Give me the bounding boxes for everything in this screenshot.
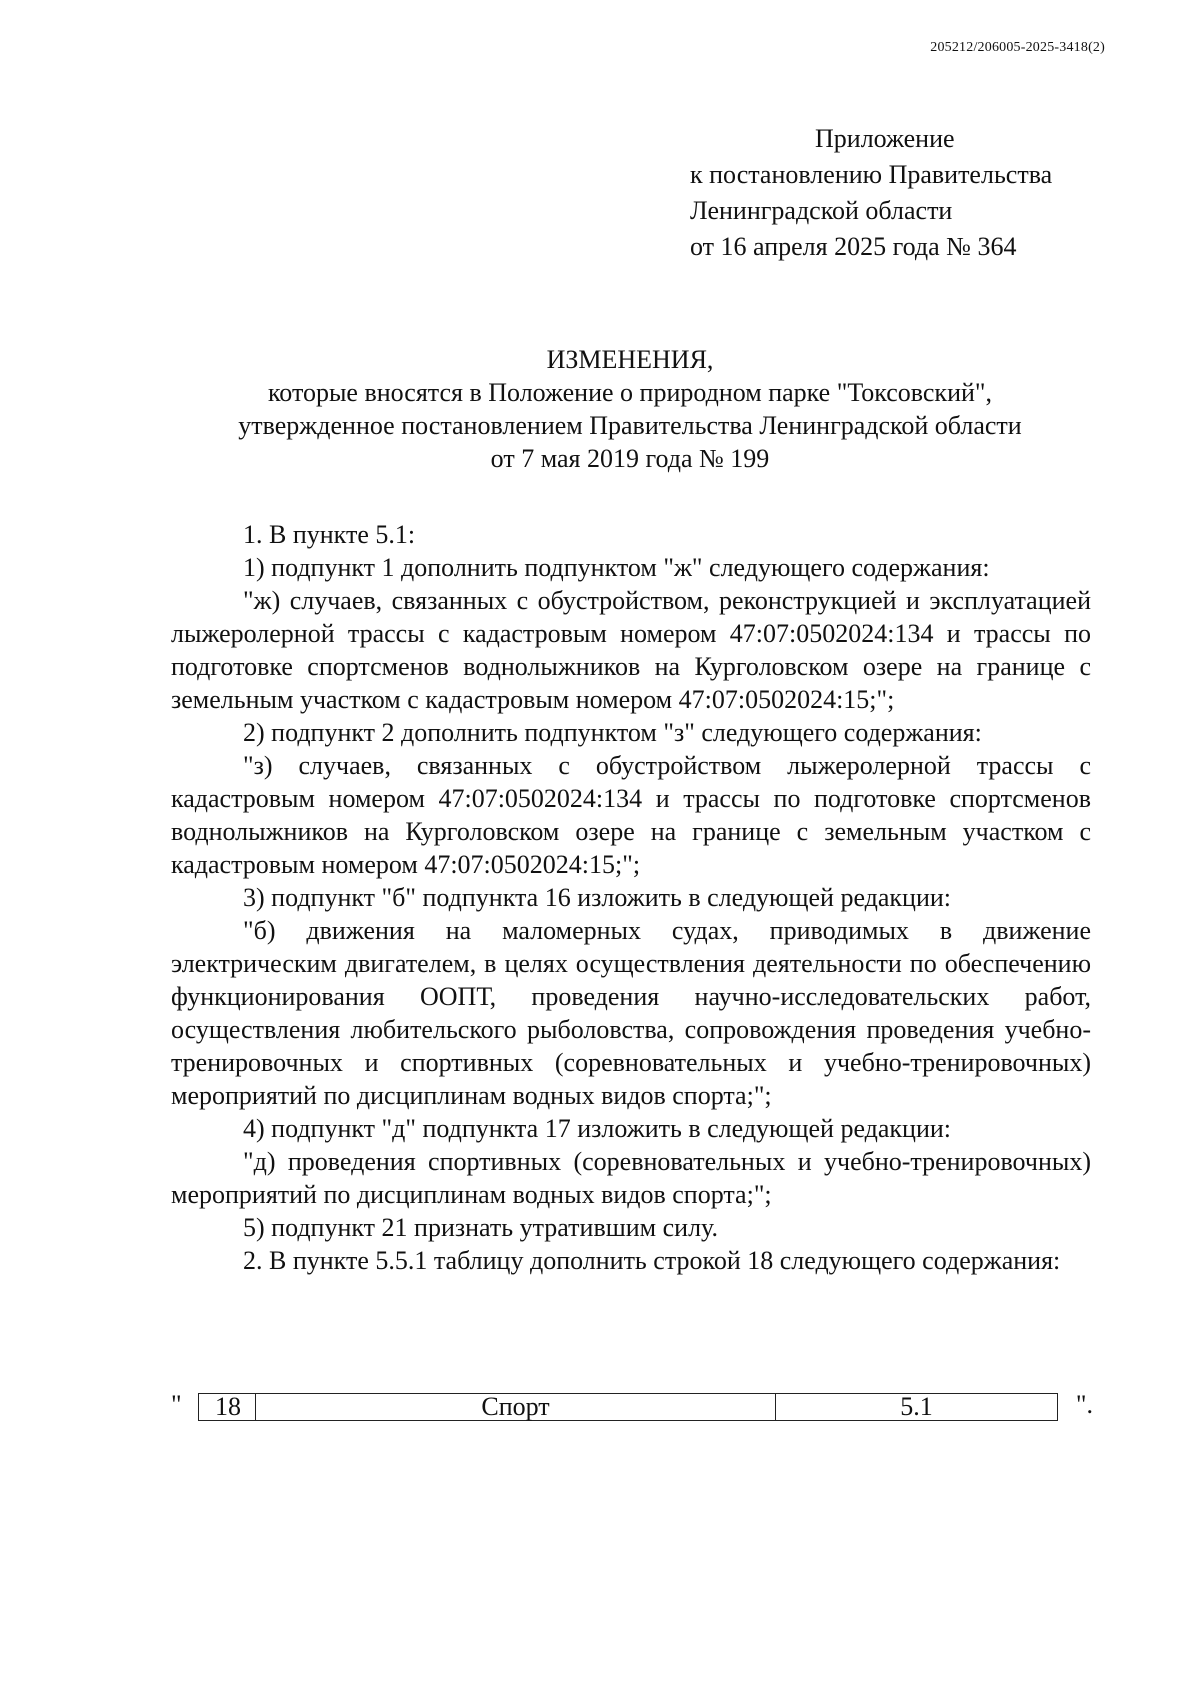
table-amendment-row [171,1388,1093,1428]
appendix-line-region: Ленинградской области [690,196,953,225]
paragraph-text-d: "д) проведения спортивных (соревновательных и учебно-тренировочных) мероприятий по дисциплинам водных видов спорта;"; [171,1147,1091,1209]
table-cell-code: 5.1 [900,1392,933,1421]
heading-line-3: от 7 мая 2019 года № 199 [490,444,770,473]
table-row [198,1393,1058,1421]
appendix-block [690,121,1052,265]
paragraph-subitem-2: 2) подпункт 2 дополнить подпунктом "з" следующего содержания: [243,718,982,747]
paragraph-subitem-1: 1) подпункт 1 дополнить подпунктом "ж" следующего содержания: [243,553,990,582]
paragraph-subitem-5: 5) подпункт 21 признать утратившим силу. [243,1213,718,1242]
paragraph-subitem-4: 4) подпункт "д" подпункта 17 изложить в следующей редакции: [243,1114,952,1143]
document-heading [170,343,1090,475]
paragraph-item-1: 1. В пункте 5.1: [243,520,416,549]
table-open-quote: " [171,1390,182,1419]
document-body [171,518,1091,1277]
paragraph-text-b: "б) движения на маломерных судах, приводимых в движение электрическим двигателем, в целях осуществления деятельности по обеспечению функционирования ООПТ, проведения научно-исследовательских работ, осуществления любительского рыболовства, сопровождения проведения учебно-тренировочных и спортивных (соревновательных и учебно-тренировочных) мероприятий по дисциплинам водных видов спорта;"; [171,916,1091,1110]
heading-line-1: которые вносятся в Положение о природном парке "Токсовский", [267,378,993,407]
paragraph-item-2: 2. В пункте 5.5.1 таблицу дополнить строкой 18 следующего содержания: [243,1246,1061,1275]
paragraph-text-zh: "ж) случаев, связанных с обустройством, реконструкцией и эксплуатацией лыжеролерной трассы с кадастровым номером 47:07:0502024:134 и трассы по подготовке спортсменов воднолыжников на Курголовском озере на границе с земельным участком с кадастровым номером 47:07:0502024:15;"; [171,586,1091,714]
table-cell-name: Спорт [256,1394,776,1420]
document-registration-number: 205212/206005-2025-3418(2) [930,40,1105,55]
paragraph-subitem-3: 3) подпункт "б" подпункта 16 изложить в следующей редакции: [243,883,952,912]
table-close-quote: ". [1075,1390,1093,1419]
appendix-line-date: от 16 апреля 2025 года № 364 [690,232,1017,261]
appendix-title: Приложение [815,124,955,153]
paragraph-text-z: "з) случаев, связанных с обустройством лыжеролерной трассы с кадастровым номером 47:07:0502024:134 и трассы по подготовке спортсменов воднолыжников на Курголовском озере на границе с земельным участком с кадастровым номером 47:07:0502024:15;"; [171,751,1091,879]
appendix-line-resolution: к постановлению Правительства [690,160,1053,189]
heading-line-2: утвержденное постановлением Правительства Ленинградской области [238,411,1022,440]
heading-title: ИЗМЕНЕНИЯ, [546,345,714,374]
table-cell-number: 18 [199,1394,256,1420]
